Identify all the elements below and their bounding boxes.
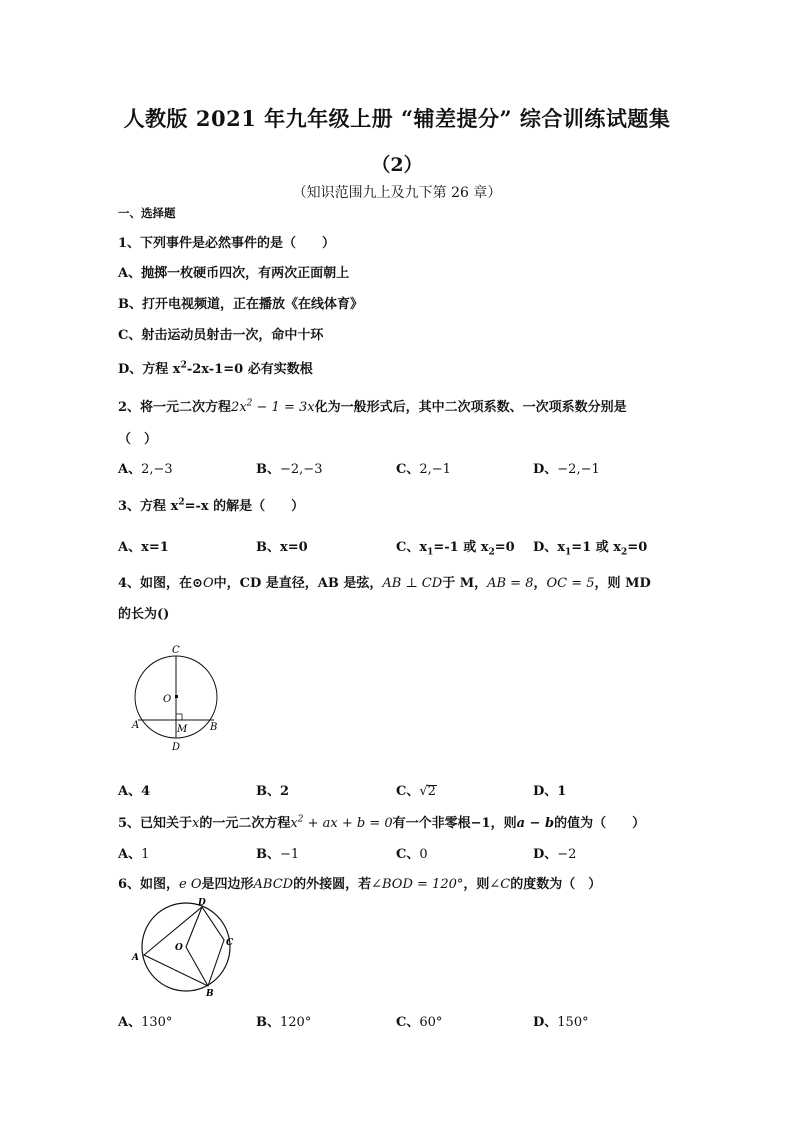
q1-option-a: A、抛掷一枚硬币四次，有两次正面朝上 [118,266,350,281]
q6-option-c: C、60° [396,1015,443,1030]
q5-option-b: B、−1 [256,847,300,862]
q4-label-o: O [163,694,172,705]
q1-stem: 1、下列事件是必然事件的是（ ） [118,236,336,251]
q4-label-c: C [172,645,180,656]
q2-option-a: A、2,−3 [118,462,173,477]
q3-stem: 3、方程 $x^2=-x$ 的解是（ ） [118,497,305,514]
q6-option-d: D、150° [533,1015,589,1030]
q6-label-b: B [206,989,214,999]
q2-paren: （ ） [118,432,158,447]
q1-option-d: D、方程 $x^2-2x-1=0$ 必有实数根 [118,360,313,377]
q4-circle-figure [128,640,228,760]
q4-label-b: B [210,722,218,733]
q2-option-b: B、−2,−3 [256,462,323,477]
page-title: 人教版 2021 年九年级上册 “辅差提分” 综合训练试题集 [123,106,671,131]
page-subtitle: （知识范围九上及九下第 26 章） [292,185,502,201]
q6-label-a: A [132,953,139,963]
q6-option-b: B、120° [256,1015,312,1030]
q3-option-b: B、x=0 [256,540,308,555]
q4-label-a: A [132,720,140,731]
q1-option-b: B、打开电视频道，正在播放《在线体育》 [118,297,363,312]
q4-option-a: A、4 [118,784,151,799]
q4-option-d: D、1 [533,784,567,799]
page-title-number: （2） [371,154,423,176]
q3-option-c: C、$x_1=-1$ 或 $x_2=0$ [396,540,515,558]
q4-label-m: M [177,724,188,735]
q3-option-a: A、x=1 [118,540,169,555]
q4-stem: 4、如图，在⊙O中，CD 是直径，AB 是弦，AB ⊥ CD于 M，AB = 8，OC = 5，则 MD [118,576,651,591]
q5-stem: 5、已知关于x的一元二次方程$x^2$ + ax + b = 0有一个非零根−1，则a − b的值为（ ） [118,814,646,831]
q4-stem-cont: 的长为() [118,607,170,622]
q2-option-d: D、−2,−1 [533,462,600,477]
q5-option-a: A、1 [118,847,150,862]
q5-option-d: D、−2 [533,847,577,862]
section-heading: 一、选择题 [118,206,176,220]
q6-stem: 6、如图，e O是四边形ABCD的外接圆，若∠BOD = 120°，则∠C的度数为（ ） [118,877,602,892]
q2-option-c: C、2,−1 [396,462,451,477]
q4-label-d: D [172,742,181,753]
q6-label-d: D [198,898,206,908]
q6-option-a: A、130° [118,1015,173,1030]
q6-label-o: O [175,943,183,953]
q2-stem: 2、将一元二次方程$2x^2 - 1 = 3x$化为一般形式后，其中二次项系数、一次项系数分别是 [118,398,627,415]
q1-option-c: C、射击运动员射击一次，命中十环 [118,328,324,343]
q4-option-b: B、2 [256,784,290,799]
q3-option-d: D、$x_1=1$ 或 $x_2=0$ [533,540,648,558]
q6-circle-figure [126,895,244,1000]
q4-option-c: C、√2 [396,784,436,799]
q6-label-c: C [226,938,234,948]
q5-option-c: C、0 [396,847,428,862]
